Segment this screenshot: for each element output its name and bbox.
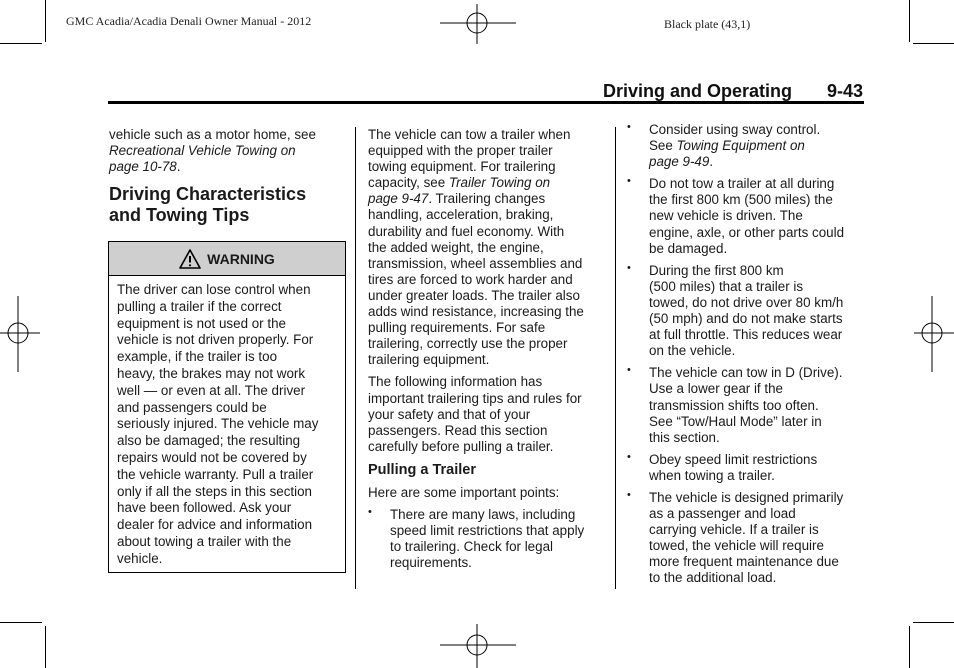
subheading: Pulling a Trailer [368, 461, 476, 478]
text-line: The vehicle is designed primarily [649, 489, 844, 505]
text-line: trailering equipment. [368, 352, 490, 368]
text-line: engine, axle, or other parts could [649, 224, 845, 240]
text-line: the vehicle warranty. Pull a trailer [117, 466, 314, 482]
text-line: pulling requirements. For safe [368, 320, 546, 336]
text-line: to the additional load. [649, 570, 777, 586]
text-line: towed, do not drive over 80 km/h [649, 294, 844, 310]
intro-paragraph [109, 127, 349, 175]
text-line: more frequent maintenance due [649, 554, 839, 570]
text-line: vehicle such as a motor home, see [109, 127, 316, 142]
bullet-glyph: • [627, 364, 631, 377]
crop-mark [45, 626, 46, 668]
registration-mark-icon [0, 296, 40, 372]
paragraph: Here are some important points: [368, 484, 560, 500]
bullet-glyph: • [368, 505, 372, 518]
bullet-glyph: • [627, 450, 631, 463]
text-line: the added weight, the engine, [368, 239, 544, 255]
text-line: page 10-78. [109, 159, 181, 175]
text-line: (500 miles) that a trailer is [649, 278, 804, 294]
text-line: transmission, wheel assemblies and [368, 255, 583, 271]
text-line: speed limit restrictions that apply [390, 523, 585, 539]
crop-mark [909, 626, 910, 668]
warning-triangle-icon [179, 249, 201, 269]
warning-header [109, 242, 345, 276]
text-line: towed, the vehicle will require [649, 538, 824, 554]
text-line: your safety and that of your [368, 406, 531, 422]
column-1 [109, 127, 349, 226]
bullet-item [627, 365, 867, 445]
text-line: vehicle is not driven properly. For [117, 332, 314, 348]
text-line: The driver can lose control when [117, 282, 311, 297]
text-line: The vehicle can tow a trailer when [368, 127, 571, 142]
plate-label: Black plate (43,1) [664, 17, 751, 31]
text-line: to trailering. Check for legal [390, 539, 553, 555]
crop-mark [913, 43, 954, 44]
text-line: Obey speed limit restrictions [649, 451, 818, 467]
text-line: See “Tow/Haul Mode” later in [649, 413, 822, 429]
text-line: The following information has [368, 374, 543, 390]
registration-mark-icon [440, 624, 516, 668]
text-line: durability and fuel economy. With [368, 223, 565, 239]
text-line: also be damaged; the resulting [117, 433, 301, 449]
registration-mark-icon [914, 296, 954, 372]
text-line: new vehicle is driven. The [649, 208, 803, 224]
text-line: be damaged. [649, 240, 728, 256]
cross-reference: Recreational Vehicle Towing on [109, 143, 296, 159]
text-line: requirements. [390, 555, 472, 571]
text-line: trailering, correctly use the proper [368, 336, 568, 352]
text-line [109, 143, 349, 159]
crop-mark [0, 622, 42, 623]
manual-title: GMC Acadia/Acadia Denali Owner Manual - 2012 [66, 14, 312, 28]
text-line: and passengers could be [117, 399, 267, 415]
column-2 [368, 127, 608, 577]
warning-text [109, 276, 345, 568]
text-line: tires are forced to work harder and [368, 271, 573, 287]
text-line: There are many laws, including [390, 506, 576, 522]
text-line: adds wind resistance, increasing the [368, 304, 584, 320]
column-divider [355, 127, 356, 589]
text-line: (50 mph) and do not make starts [649, 311, 843, 327]
text-line: handling, acceleration, braking, [368, 207, 554, 223]
text-line: Use a lower gear if the [649, 381, 783, 397]
text-line: example, if the trailer is too [117, 349, 278, 365]
section-heading: Driving Characteristics and Towing Tips [109, 184, 307, 226]
paragraph [368, 127, 608, 368]
text-line: passengers. Read this section [368, 422, 548, 438]
bullet-item [368, 507, 608, 571]
cross-reference: Trailer Towing on [448, 175, 551, 191]
text-line: only if all the steps in this section [117, 483, 313, 499]
column-3 [627, 122, 867, 593]
bullet-item [627, 490, 867, 587]
warning-box [108, 241, 346, 573]
text-line: have been followed. Ask your [117, 500, 292, 516]
warning-title: WARNING [207, 250, 275, 267]
text-line: important trailering tips and rules for [368, 390, 582, 406]
cross-reference: page 10-78 [109, 159, 177, 175]
text-line: as a passenger and load [649, 506, 796, 522]
bullet-glyph: • [627, 261, 631, 274]
bullet-item [627, 176, 867, 256]
text-line: towing equipment. For trailering [368, 159, 556, 175]
text-line: about towing a trailer with the [117, 533, 292, 549]
text-line: at full throttle. This reduces wear [649, 327, 843, 343]
bullet-item [627, 122, 867, 170]
text-line: The vehicle can tow in D (Drive). [649, 365, 843, 381]
column-divider [615, 127, 616, 589]
bullet-glyph: • [627, 488, 631, 501]
cross-reference: Towing Equipment on [676, 138, 805, 154]
paragraph [368, 374, 608, 454]
text-line: capacity, see Trailer Towing on [368, 175, 551, 191]
section-title: Driving and Operating [603, 81, 793, 101]
crop-mark [45, 0, 46, 42]
text-line: page 9-47. Trailering changes [368, 191, 546, 207]
text-line: See Towing Equipment on [649, 138, 805, 154]
cross-reference: page 9-49 [649, 154, 710, 170]
bullet-item [627, 452, 867, 484]
text-line: when towing a trailer. [649, 467, 775, 483]
cross-reference: page 9-47 [368, 191, 429, 207]
text-line: Do not tow a trailer at all during [649, 176, 835, 192]
text-line: repairs would not be covered by [117, 449, 307, 465]
crop-mark [909, 0, 910, 42]
text-line: on the vehicle. [649, 343, 736, 359]
text-line: this section. [649, 429, 720, 445]
bullet-glyph: • [627, 175, 631, 188]
text-line: seriously injured. The vehicle may [117, 416, 319, 432]
page-number: 9-43 [827, 81, 864, 101]
text-line: equipment is not used or the [117, 315, 286, 331]
text-line: heavy, the brakes may not work [117, 365, 306, 381]
text-line: the first 800 km (500 miles) the [649, 192, 833, 208]
header-rule [108, 101, 864, 104]
text-line: vehicle. [117, 550, 163, 566]
text-line: transmission shifts too often. [649, 397, 819, 413]
bullet-glyph: • [627, 121, 631, 133]
text-line: carefully before pulling a trailer. [368, 438, 554, 454]
text-line: During the first 800 km [649, 262, 784, 278]
crop-mark [913, 622, 954, 623]
text-line: equipped with the proper trailer [368, 143, 553, 159]
text-line: Consider using sway control. [649, 122, 821, 137]
text-line: dealer for advice and information [117, 517, 313, 533]
text-line: well — or even at all. The driver [117, 382, 306, 398]
bullet-item [627, 263, 867, 360]
registration-mark-icon [440, 4, 516, 44]
text-line: under greater loads. The trailer also [368, 287, 580, 303]
text-line: carrying vehicle. If a trailer is [649, 522, 819, 538]
crop-mark [0, 43, 42, 44]
text-line: page 9-49. [649, 154, 714, 170]
text-line: pulling a trailer if the correct [117, 298, 282, 314]
